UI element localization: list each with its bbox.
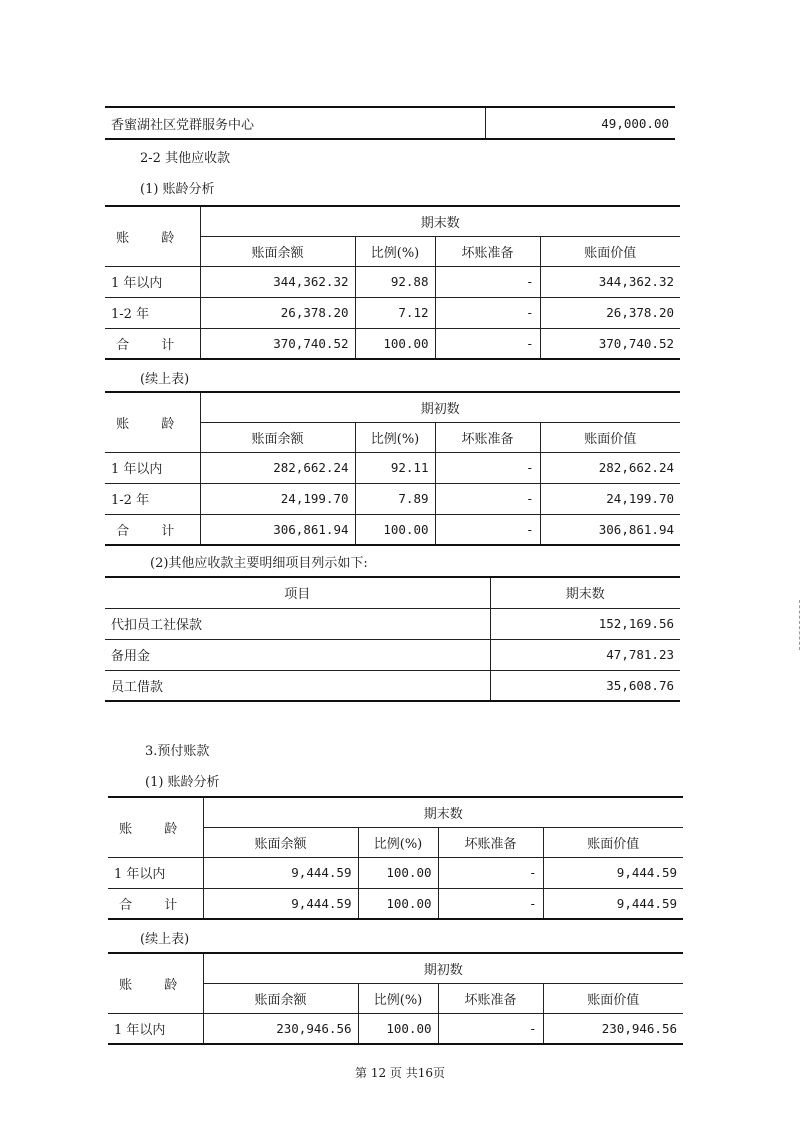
balance-cell: 344,362.32 <box>200 266 355 297</box>
balance-cell: 24,199.70 <box>200 483 355 514</box>
prepaid-table-begin <box>108 952 683 1045</box>
col-ratio: 比例(%) <box>355 422 435 452</box>
provision-cell: - <box>438 888 543 919</box>
age-cell: 1 年以内 <box>105 452 200 483</box>
age-header: 账 龄 <box>105 206 200 266</box>
col-balance: 账面余额 <box>200 236 355 266</box>
group-header: 期末数 <box>200 206 680 236</box>
table-row <box>108 857 683 888</box>
ratio-cell: 100.00 <box>355 328 435 359</box>
provision-cell: - <box>435 452 540 483</box>
scan-edge-mark <box>795 600 800 650</box>
value-cell: 282,662.24 <box>540 452 680 483</box>
section-3-heading: 3.预付账款 <box>145 744 210 759</box>
ratio-cell: 100.00 <box>355 514 435 545</box>
section-3-subheading: (1) 账龄分析 <box>145 775 220 790</box>
col-provision: 坏账准备 <box>435 236 540 266</box>
ratio-cell: 92.11 <box>355 452 435 483</box>
col-balance: 账面余额 <box>203 827 358 857</box>
group-header: 期初数 <box>203 953 683 983</box>
ratio-cell: 92.88 <box>355 266 435 297</box>
col-amount: 期末数 <box>490 577 680 608</box>
age-cell: 合 计 <box>105 328 200 359</box>
age-cell: 1 年以内 <box>108 1013 203 1044</box>
age-header: 账 龄 <box>108 797 203 857</box>
table-row <box>108 1013 683 1044</box>
balance-cell: 230,946.56 <box>203 1013 358 1044</box>
amount-cell: 47,781.23 <box>490 639 680 670</box>
provision-cell: - <box>435 266 540 297</box>
col-provision: 坏账准备 <box>435 422 540 452</box>
table-row <box>105 266 680 297</box>
provision-cell: - <box>435 297 540 328</box>
group-header: 期末数 <box>203 797 683 827</box>
value-cell: 306,861.94 <box>540 514 680 545</box>
table-row <box>105 670 680 701</box>
col-balance: 账面余额 <box>200 422 355 452</box>
value-cell: 9,444.59 <box>543 857 683 888</box>
detail-table <box>105 576 680 702</box>
total-row <box>105 328 680 359</box>
provision-cell: - <box>438 1013 543 1044</box>
ratio-cell: 100.00 <box>358 1013 438 1044</box>
page-footer: 第 12 页 共16页 <box>355 1066 445 1080</box>
value-cell: 26,378.20 <box>540 297 680 328</box>
balance-cell: 306,861.94 <box>200 514 355 545</box>
col-ratio: 比例(%) <box>355 236 435 266</box>
value-cell: 370,740.52 <box>540 328 680 359</box>
total-row <box>105 514 680 545</box>
age-cell: 合 计 <box>105 514 200 545</box>
item-cell: 备用金 <box>105 639 490 670</box>
ratio-cell: 100.00 <box>358 857 438 888</box>
ratio-cell: 7.89 <box>355 483 435 514</box>
continued-label: (续上表) <box>140 372 190 387</box>
age-cell: 1 年以内 <box>105 266 200 297</box>
value-cell: 230,946.56 <box>543 1013 683 1044</box>
age-cell: 合 计 <box>108 888 203 919</box>
value-cell: 24,199.70 <box>540 483 680 514</box>
col-value: 账面价值 <box>540 422 680 452</box>
group-header: 期初数 <box>200 392 680 422</box>
provision-cell: - <box>435 328 540 359</box>
table-row <box>105 483 680 514</box>
aging-table-end <box>105 205 680 360</box>
col-value: 账面价值 <box>543 827 683 857</box>
col-balance: 账面余额 <box>203 983 358 1013</box>
balance-cell: 9,444.59 <box>203 888 358 919</box>
section-2-2-heading: 2-2 其他应收款 <box>140 151 231 166</box>
balance-cell: 282,662.24 <box>200 452 355 483</box>
amount-cell: 152,169.56 <box>490 608 680 639</box>
top-row-name: 香蜜湖社区党群服务中心 <box>105 107 485 139</box>
detail-heading: (2)其他应收款主要明细项目列示如下: <box>150 556 368 571</box>
provision-cell: - <box>435 514 540 545</box>
prepaid-table-end <box>108 796 683 920</box>
section-2-2-subheading: (1) 账龄分析 <box>140 182 215 197</box>
provision-cell: - <box>438 857 543 888</box>
provision-cell: - <box>435 483 540 514</box>
balance-cell: 9,444.59 <box>203 857 358 888</box>
continued-label: (续上表) <box>140 932 190 947</box>
col-item: 项目 <box>105 577 490 608</box>
table-row <box>105 297 680 328</box>
item-cell: 代扣员工社保款 <box>105 608 490 639</box>
age-cell: 1 年以内 <box>108 857 203 888</box>
col-ratio: 比例(%) <box>358 827 438 857</box>
ratio-cell: 100.00 <box>358 888 438 919</box>
aging-table-begin <box>105 391 680 546</box>
col-ratio: 比例(%) <box>358 983 438 1013</box>
ratio-cell: 7.12 <box>355 297 435 328</box>
col-value: 账面价值 <box>540 236 680 266</box>
total-row <box>108 888 683 919</box>
top-row-table <box>105 106 675 140</box>
balance-cell: 26,378.20 <box>200 297 355 328</box>
value-cell: 9,444.59 <box>543 888 683 919</box>
col-provision: 坏账准备 <box>438 983 543 1013</box>
age-cell: 1-2 年 <box>105 297 200 328</box>
age-header: 账 龄 <box>108 953 203 1013</box>
col-provision: 坏账准备 <box>438 827 543 857</box>
table-row <box>105 639 680 670</box>
table-row <box>105 608 680 639</box>
value-cell: 344,362.32 <box>540 266 680 297</box>
age-cell: 1-2 年 <box>105 483 200 514</box>
amount-cell: 35,608.76 <box>490 670 680 701</box>
col-value: 账面价值 <box>543 983 683 1013</box>
age-header: 账 龄 <box>105 392 200 452</box>
balance-cell: 370,740.52 <box>200 328 355 359</box>
top-row-amount: 49,000.00 <box>485 107 675 139</box>
item-cell: 员工借款 <box>105 670 490 701</box>
table-row <box>105 452 680 483</box>
